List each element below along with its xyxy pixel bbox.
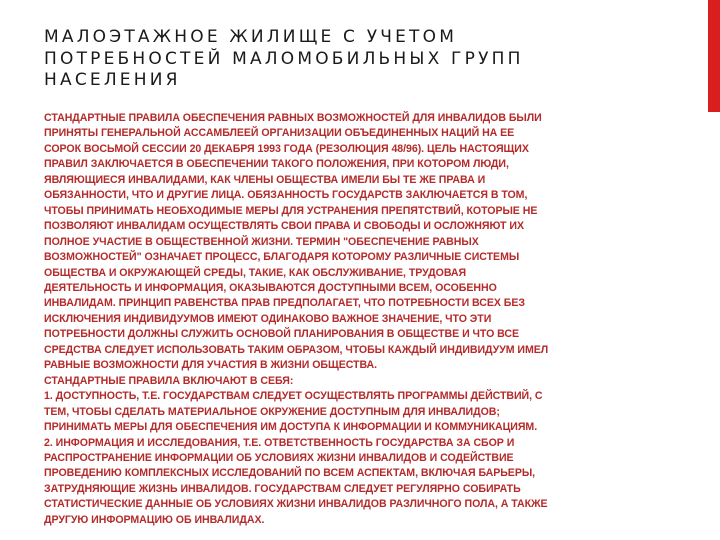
accent-bar [708,0,720,112]
slide-title: МАЛОЭТАЖНОЕ ЖИЛИЩЕ С УЧЕТОМ ПОТРЕБНОСТЕЙ МАЛОМОБИЛЬНЫХ ГРУПП НАСЕЛЕНИЯ [44,27,524,90]
slide-body-text: СТАНДАРТНЫЕ ПРАВИЛА ОБЕСПЕЧЕНИЯ РАВНЫХ ВОЗМОЖНОСТЕЙ ДЛЯ ИНВАЛИДОВ БЫЛИ ПРИНЯТЫ ГЕНЕРАЛЬНОЙ АССАМБЛЕЕЙ ОРГАНИЗАЦИИ ОБЪЕДИНЕННЫХ НАЦИЙ НА ЕЕ СОРОК ВОСЬМОЙ СЕССИИ 20 ДЕКАБРЯ 1993 ГОДА (РЕЗОЛЮЦИЯ 48/96). ЦЕЛЬ НАСТОЯЩИХ ПРАВИЛ ЗАКЛЮЧАЕТСЯ В ОБЕСПЕЧЕНИИ ТАКОГО ПОЛОЖЕНИЯ, ПРИ КОТОРОМ ЛЮДИ, ЯВЛЯЮЩИЕСЯ ИНВАЛИДАМИ, КАК ЧЛЕНЫ ОБЩЕСТВА ИМЕЛИ БЫ ТЕ ЖЕ ПРАВА И ОБЯЗАННОСТИ, ЧТО И ДРУГИЕ ЛИЦА. ОБЯЗАННОСТЬ ГОСУДАРСТВ ЗАКЛЮЧАЕТСЯ В ТОМ, ЧТОБЫ ПРИНИМАТЬ НЕОБХОДИМЫЕ МЕРЫ ДЛЯ УСТРАНЕНИЯ ПРЕПЯТСТВИЙ, КОТОРЫЕ НЕ ПОЗВОЛЯЮТ ИНВАЛИДАМ ОСУЩЕСТВЛЯТЬ СВОИ ПРАВА И СВОБОДЫ И ОСЛОЖНЯЮТ ИХ ПОЛНОЕ УЧАСТИЕ В ОБЩЕСТВЕННОЙ ЖИЗНИ. ТЕРМИН "ОБЕСПЕЧЕНИЕ РАВНЫХ ВОЗМОЖНОСТЕЙ" ОЗНАЧАЕТ ПРОЦЕСС, БЛАГОДАРЯ КОТОРОМУ РАЗЛИЧНЫЕ СИСТЕМЫ ОБЩЕСТВА И ОКРУЖАЮЩЕЙ СРЕДЫ, ТАКИЕ, КАК ОБСЛУЖИВАНИЕ, ТРУДОВАЯ ДЕЯТЕЛЬНОСТЬ И ИНФОРМАЦИЯ, ОКАЗЫВАЮТСЯ ДОСТУПНЫМИ ВСЕМ, ОСОБЕННО ИНВАЛИДАМ. ПРИНЦИП РАВЕНСТВА ПРАВ ПРЕДПОЛАГАЕТ, ЧТО ПОТРЕБНОСТИ ВСЕХ БЕЗ ИСКЛЮЧЕНИЯ ИНДИВИДУУМОВ ИМЕЮТ ОДИНАКОВО ВАЖНОЕ ЗНАЧЕНИЕ, ЧТО ЭТИ ПОТРЕБНОСТИ ДОЛЖНЫ СЛУЖИТЬ ОСНОВОЙ ПЛАНИРОВАНИЯ В ОБЩЕСТВЕ И ЧТО ВСЕ СРЕДСТВА СЛЕДУЕТ ИСПОЛЬЗОВАТЬ ТАКИМ ОБРАЗОМ, ЧТОБЫ КАЖДЫЙ ИНДИВИДУУМ ИМЕЛ РАВНЫЕ ВОЗМОЖНОСТИ ДЛЯ УЧАСТИЯ В ЖИЗНИ ОБЩЕСТВА. СТАНДАРТНЫЕ ПРАВИЛА ВКЛЮЧАЮТ В СЕБЯ: 1. ДОСТУПНОСТЬ, Т.Е. ГОСУДАРСТВАМ СЛЕДУЕТ ОСУЩЕСТВЛЯТЬ ПРОГРАММЫ ДЕЙСТВИЙ, С ТЕМ, ЧТОБЫ СДЕЛАТЬ МАТЕРИАЛЬНОЕ ОКРУЖЕНИЕ ДОСТУПНЫМ ДЛЯ ИНВАЛИДОВ; ПРИНИМАТЬ МЕРЫ ДЛЯ ОБЕСПЕЧЕНИЯ ИМ ДОСТУПА К ИНФОРМАЦИИ И КОММУНИКАЦИЯМ. 2. ИНФОРМАЦИЯ И ИССЛЕДОВАНИЯ, Т.Е. ОТВЕТСТВЕННОСТЬ ГОСУДАРСТВА ЗА СБОР И РАСПРОСТРАНЕНИЕ ИНФОРМАЦИИ ОБ УСЛОВИЯХ ЖИЗНИ ИНВАЛИДОВ И СОДЕЙСТВИЕ ПРОВЕДЕНИЮ КОМПЛЕКСНЫХ ИССЛЕДОВАНИЙ ПО ВСЕМ АСПЕКТАМ, ВКЛЮЧАЯ БАРЬЕРЫ, ЗАТРУДНЯЮЩИЕ ЖИЗНЬ ИНВАЛИДОВ. ГОСУДАРСТВАМ СЛЕДУЕТ РЕГУЛЯРНО СОБИРАТЬ СТАТИСТИЧЕСКИЕ ДАННЫЕ ОБ УСЛОВИЯХ ЖИЗНИ ИНВАЛИДОВ РАЗЛИЧНОГО ПОЛА, А ТАКЖЕ ДРУГУЮ ИНФОРМАЦИЮ ОБ ИНВАЛИДАХ. [44,112,549,526]
